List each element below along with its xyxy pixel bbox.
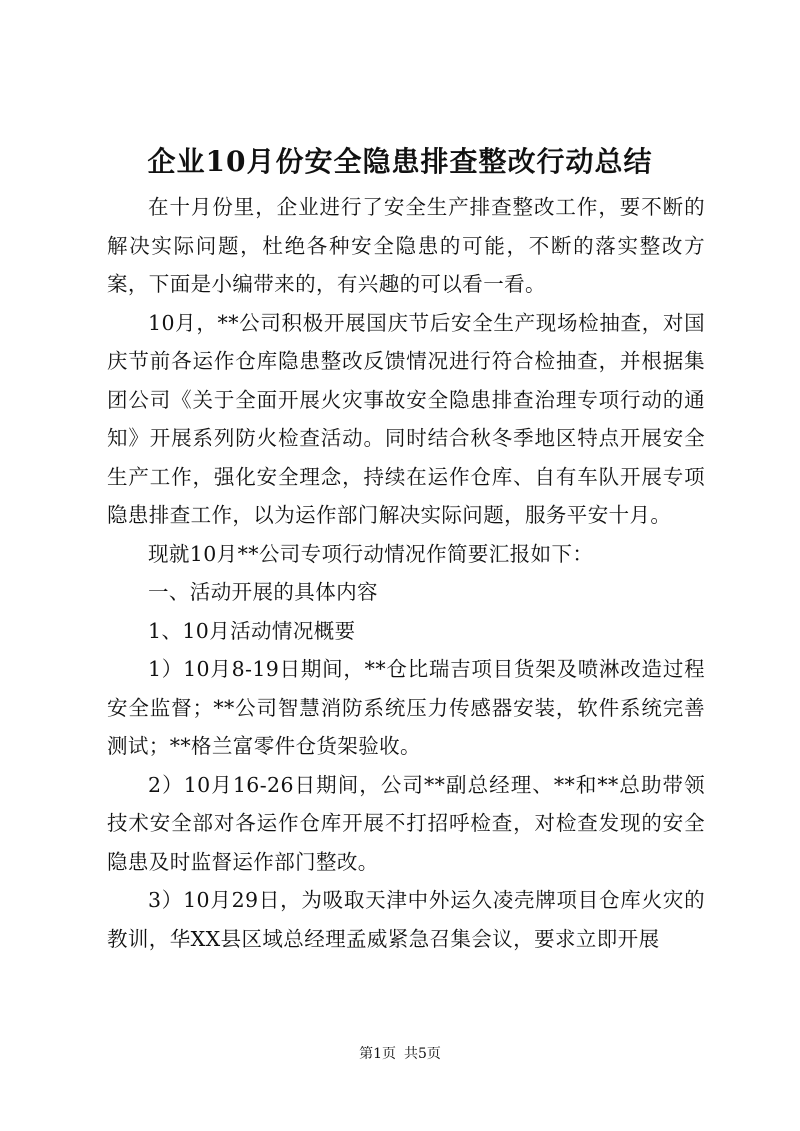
list-item-1: 1）10月8-19日期间，**仓比瑞吉项目货架及喷淋改造过程安全监督；**公司智慧消防系统压力传感器安装，软件系统完善测试；**格兰富零件仓货架验收。	[107, 657, 705, 758]
paragraph-intro: 在十月份里，企业进行了安全生产排查整改工作，要不断的解决实际问题，杜绝各种安全隐患的可能，不断的落实整改方案，下面是小编带来的，有兴趣的可以看一看。	[107, 195, 705, 296]
section-heading-activities: 一、活动开展的具体内容	[148, 580, 378, 604]
paragraph-report-intro: 现就10月**公司专项行动情况作简要汇报如下：	[148, 541, 594, 566]
page-footer	[0, 1044, 800, 1064]
page-total: 共5页	[404, 1046, 441, 1062]
list-item-3: 3）10月29日，为吸取天津中外运久凌壳牌项目仓库火灾的教训，华XX县区域总经理孟威紧急召集会议，要求立即开展	[107, 888, 705, 951]
document-title: 企业10月份安全隐患排查整改行动总结	[147, 145, 653, 178]
document-body	[107, 188, 705, 958]
list-item-2: 2）10月16-26日期间，公司**副总经理、**和**总助带领技术安全部对各运作仓库开展不打招呼检查，对检查发现的安全隐患及时监督运作部门整改。	[107, 772, 705, 874]
paragraph-october-overview: 10月，**公司积极开展国庆节后安全生产现场检抽查，对国庆节前各运作仓库隐患整改反馈情况进行符合检抽查，并根据集团公司《关于全面开展火灾事故安全隐患排查治理专项行动的通知》开展系列防火检查活动。同时结合秋冬季地区特点开展安全生产工作，强化安全理念，持续在运作仓库、自有车队开展专项隐患排查工作，以为运作部门解决实际问题，服务平安十月。	[107, 310, 705, 527]
page-number: 第1页	[359, 1046, 396, 1062]
subsection-heading-summary: 1、10月活动情况概要	[148, 618, 356, 643]
